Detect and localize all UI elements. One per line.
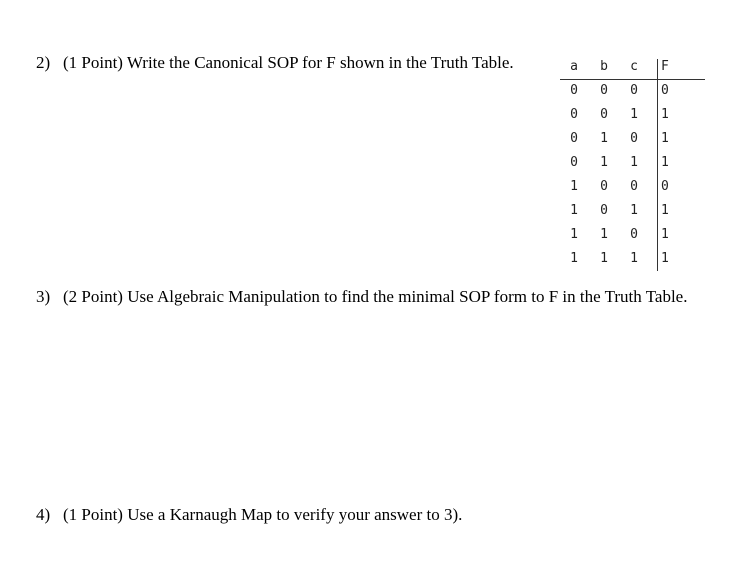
cell-f: 1	[661, 251, 669, 266]
cell-b: 0	[600, 203, 608, 218]
table-row	[560, 103, 705, 127]
header-a: a	[570, 59, 578, 74]
cell-b: 0	[600, 107, 608, 122]
question-number: 4)	[36, 505, 51, 524]
cell-c: 0	[630, 179, 638, 194]
cell-b: 0	[600, 83, 608, 98]
table-row	[560, 199, 705, 223]
question-text: (2 Point) Use Algebraic Manipulation to find the minimal SOP form to F in the Truth Table.	[63, 287, 688, 306]
table-row	[560, 223, 705, 247]
cell-a: 1	[570, 203, 578, 218]
cell-f: 1	[661, 155, 669, 170]
cell-b: 1	[600, 131, 608, 146]
question-number: 2)	[36, 53, 51, 72]
output-divider	[657, 59, 658, 271]
cell-b: 1	[600, 251, 608, 266]
header-divider	[560, 79, 705, 80]
table-row	[560, 127, 705, 151]
cell-c: 0	[630, 83, 638, 98]
question-text: (1 Point) Use a Karnaugh Map to verify your answer to 3).	[63, 505, 463, 524]
cell-a: 1	[570, 227, 578, 242]
cell-f: 1	[661, 107, 669, 122]
cell-a: 0	[570, 131, 578, 146]
cell-a: 1	[570, 251, 578, 266]
cell-c: 0	[630, 227, 638, 242]
cell-c: 1	[630, 155, 638, 170]
cell-b: 1	[600, 227, 608, 242]
cell-f: 0	[661, 83, 669, 98]
cell-c: 1	[630, 107, 638, 122]
header-b: b	[600, 59, 608, 74]
table-row	[560, 175, 705, 199]
cell-c: 0	[630, 131, 638, 146]
cell-f: 1	[661, 227, 669, 242]
table-row	[560, 247, 705, 271]
cell-f: 0	[661, 179, 669, 194]
cell-c: 1	[630, 203, 638, 218]
header-f: F	[661, 59, 669, 74]
cell-a: 1	[570, 179, 578, 194]
question-number: 3)	[36, 287, 51, 306]
cell-a: 0	[570, 83, 578, 98]
question-text: (1 Point) Write the Canonical SOP for F shown in the Truth Table.	[63, 53, 514, 72]
truth-table	[560, 55, 705, 271]
cell-f: 1	[661, 131, 669, 146]
cell-f: 1	[661, 203, 669, 218]
cell-c: 1	[630, 251, 638, 266]
cell-a: 0	[570, 107, 578, 122]
header-c: c	[630, 59, 638, 74]
cell-b: 1	[600, 155, 608, 170]
cell-b: 0	[600, 179, 608, 194]
table-row	[560, 151, 705, 175]
cell-a: 0	[570, 155, 578, 170]
truth-table-header	[560, 55, 705, 79]
table-row	[560, 79, 705, 103]
